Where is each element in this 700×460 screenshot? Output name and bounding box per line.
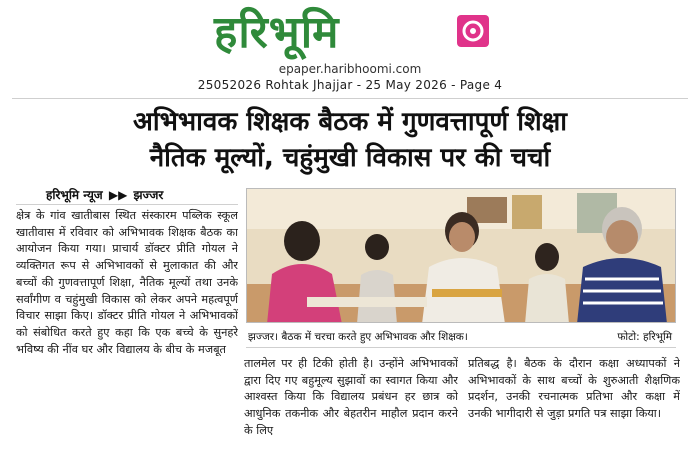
article-headline (10, 104, 690, 176)
photo-credit: फोटो: हरिभूमि (617, 331, 672, 343)
logo-emblem-icon (456, 14, 490, 48)
site-url[interactable]: epaper.haribhoomi.com (278, 62, 422, 76)
photo-caption-bar (246, 326, 676, 348)
article-column-1: क्षेत्र के गांव खातीबास स्थित संस्कारम पब्लिक स्कूल खातीवास में रविवार को अभिभावक शिक्षक बैठक का आयोजन किया गया। प्राचार्य डॉक्टर प्रीति गोयल ने व्यक्तिगत रूप से अभिभावकों से मुलाकात की और बच्चों की गुणवत्तापूर्ण शिक्षा, नैतिक मूल्यों तथा उनके सर्वांगीण व चहुंमुखी विकास को लेकर अपने महत्वपूर्ण विचार साझा किए। डॉक्टर प्रीति गोयल ने अभिभावकों को संबोधित करते हुए कहा कि एक बच्चे के सुनहरे भविष्य की नींव घर और विद्यालय के बीच के मजबूत (16, 209, 238, 356)
byline-source: हरिभूमि न्यूज (46, 188, 103, 202)
byline (46, 186, 163, 203)
article-column-2: तालमेल पर ही टिकी होती है। उन्होंने अभिभावकों द्वारा दिए गए बहुमूल्य सुझावों का स्वागत किया और आश्वस्त किया कि विद्यालय प्रबंधन हर छात्र को आधुनिक तकनीक और बेहतरीन माहौल प्रदान करने के लिए (244, 357, 458, 437)
photo-illustration (247, 189, 676, 323)
logo-wordmark: हरिभूमि (214, 7, 340, 58)
masthead (0, 0, 700, 94)
byline-arrows-icon: ▶▶ (108, 188, 128, 202)
byline-divider (16, 204, 238, 205)
newspaper-logo[interactable] (214, 6, 490, 60)
masthead-divider (12, 98, 688, 99)
article-photo[interactable] (246, 188, 676, 323)
byline-place: झज्जर (133, 188, 164, 202)
article-column-3: प्रतिबद्ध है। बैठक के दौरान कक्षा अध्यापकों ने अभिभावकों के साथ बच्चों के शुरुआती शैक्षणिक प्रदर्शन, उनकी रचनात्मक प्रतिभा और कक्षा में उनकी भागीदारी से जुड़ा प्रगति पत्र साझा किया। (468, 357, 680, 421)
photo-caption: झज्जर। बैठक में चरचा करते हुए अभिभावक और शिक्षक। (248, 331, 468, 343)
headline-line-2: नैतिक मूल्यों, चहुंमुखी विकास पर की चर्चा (149, 143, 551, 173)
headline-line-1: अभिभावक शिक्षक बैठक में गुणवत्तापूर्ण शिक्षा (132, 107, 567, 137)
edition-line: 25052026 Rohtak Jhajjar - 25 May 2026 - Page 4 (197, 78, 503, 92)
